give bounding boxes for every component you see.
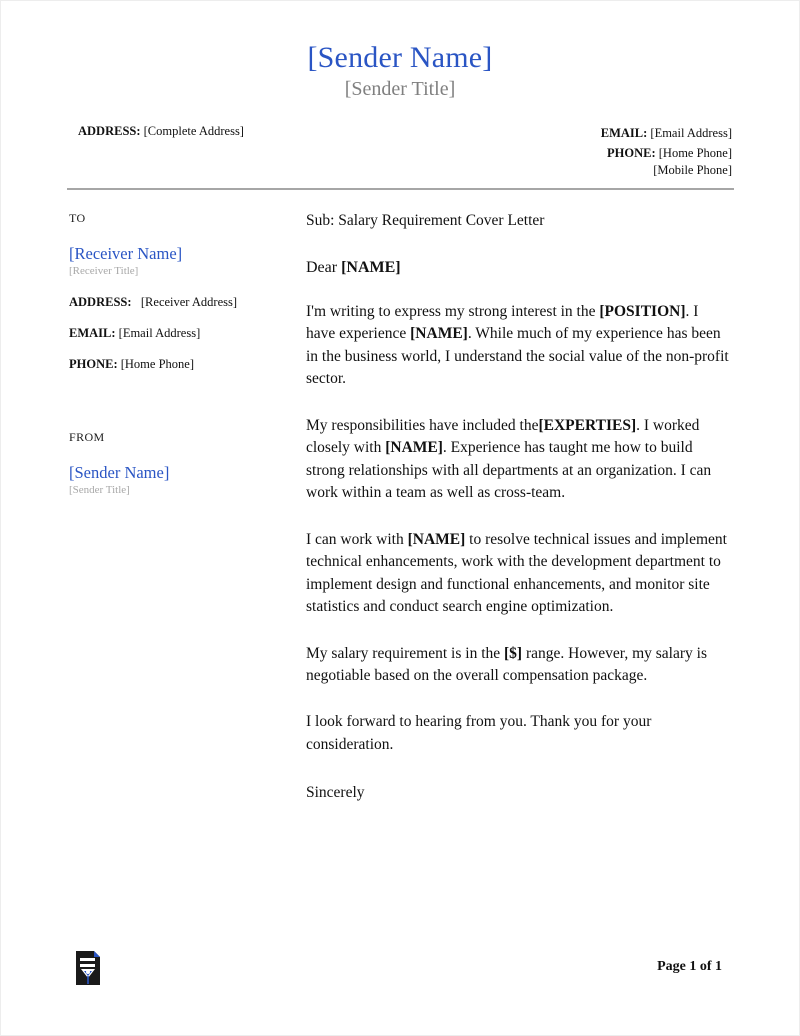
header-divider [67, 188, 734, 190]
letter-paragraph-3 [306, 529, 731, 619]
page-footer [1, 939, 800, 1035]
para4-text-1: My salary requirement is in the [306, 644, 505, 662]
letterhead-contact-right [601, 124, 732, 178]
letter-content-column [306, 211, 731, 805]
letterhead-address-row [78, 124, 244, 139]
recipient-block [69, 211, 284, 372]
para2-bold-name: [NAME] [385, 439, 443, 457]
recipient-phone-label: PHONE: [69, 356, 118, 371]
para1-bold-position: [POSITION] [599, 302, 686, 320]
recipient-email-label: EMAIL: [69, 325, 116, 340]
para2-text-2: . I worked closely with [306, 416, 700, 457]
recipient-email-value: [Email Address] [118, 325, 201, 340]
letter-salutation [306, 259, 731, 277]
para3-text-2: to resolve technical issues and implement technical enhancements, work with the development department to implement design and functional enhancements, and monitor site statistics and conduct search engine optimization. [306, 530, 727, 616]
para2-text-3: . Experience has taught me how to build strong relationships with all departments at an organization. I can work within a team as well as cross-team. [306, 439, 712, 502]
recipient-name: [Receiver Name] [69, 244, 183, 263]
salutation-prefix: Dear [306, 258, 342, 276]
sender-section-label: FROM [69, 429, 105, 444]
recipient-address-row [69, 295, 284, 310]
sender-name: [Sender Name] [69, 462, 170, 482]
recipient-phone-value: [Home Phone] [120, 356, 194, 371]
recipient-section-label: TO [69, 211, 86, 225]
letter-paragraph-4 [306, 643, 731, 688]
recipient-email-row [69, 326, 284, 341]
letter-closing: Sincerely [306, 784, 365, 802]
sender-title: [Sender Title] [69, 484, 130, 497]
letter-paragraph-1 [306, 301, 731, 391]
letterhead-sender-name: [Sender Name] [307, 41, 493, 74]
letterhead-phone-row [601, 144, 732, 163]
parties-column [69, 211, 284, 498]
letterhead-email-value: [Email Address] [650, 126, 732, 141]
letterhead-address-value: [Complete Address] [143, 124, 244, 139]
recipient-address-value: [Receiver Address] [140, 294, 238, 309]
letterhead-sender-title: [Sender Title] [344, 78, 456, 101]
para3-bold-name: [NAME] [407, 530, 466, 548]
letter-paragraph-2 [306, 415, 731, 505]
para1-text-2: . I have experience [306, 302, 699, 343]
recipient-phone-row [69, 357, 284, 372]
para3-text-1: I can work with [306, 530, 408, 548]
page-number: Page 1 of 1 [657, 959, 722, 974]
para1-text-3: . While much of my experience has been in the business world, I understand the social value of the non-profit sector. [306, 325, 729, 388]
recipient-title: [Receiver Title] [69, 265, 139, 278]
letterhead [1, 1, 799, 102]
letterhead-email-row [601, 124, 732, 143]
para1-text-1: I'm writing to express my strong interest in the [306, 302, 600, 320]
para2-bold-experties: [EXPERTIES] [538, 416, 637, 434]
sender-block [69, 430, 284, 498]
letter-paragraph-5: I look forward to hearing from you. Thank you for your consideration. [306, 713, 652, 753]
letter-subject: Sub: Salary Requirement Cover Letter [306, 212, 545, 229]
letterhead-email-label: EMAIL: [600, 126, 648, 141]
letterhead-phone-secondary: [Mobile Phone] [653, 163, 732, 178]
salutation-placeholder: [NAME] [341, 258, 401, 276]
para4-text-2: range. However, my salary is negotiable based on the overall compensation package. [306, 644, 707, 685]
recipient-address-label: ADDRESS: [69, 294, 132, 309]
para4-bold-salary: [$] [504, 644, 523, 662]
letterhead-phone-value: [Home Phone] [658, 145, 732, 160]
letterhead-address-label: ADDRESS: [78, 124, 141, 139]
para2-text-1: My responsibilities have included the [306, 416, 539, 434]
document-pen-nib-icon [74, 949, 102, 987]
letterhead-contact-block [1, 119, 799, 181]
para1-bold-name: [NAME] [410, 325, 468, 343]
letterhead-phone-label: PHONE: [607, 145, 656, 160]
